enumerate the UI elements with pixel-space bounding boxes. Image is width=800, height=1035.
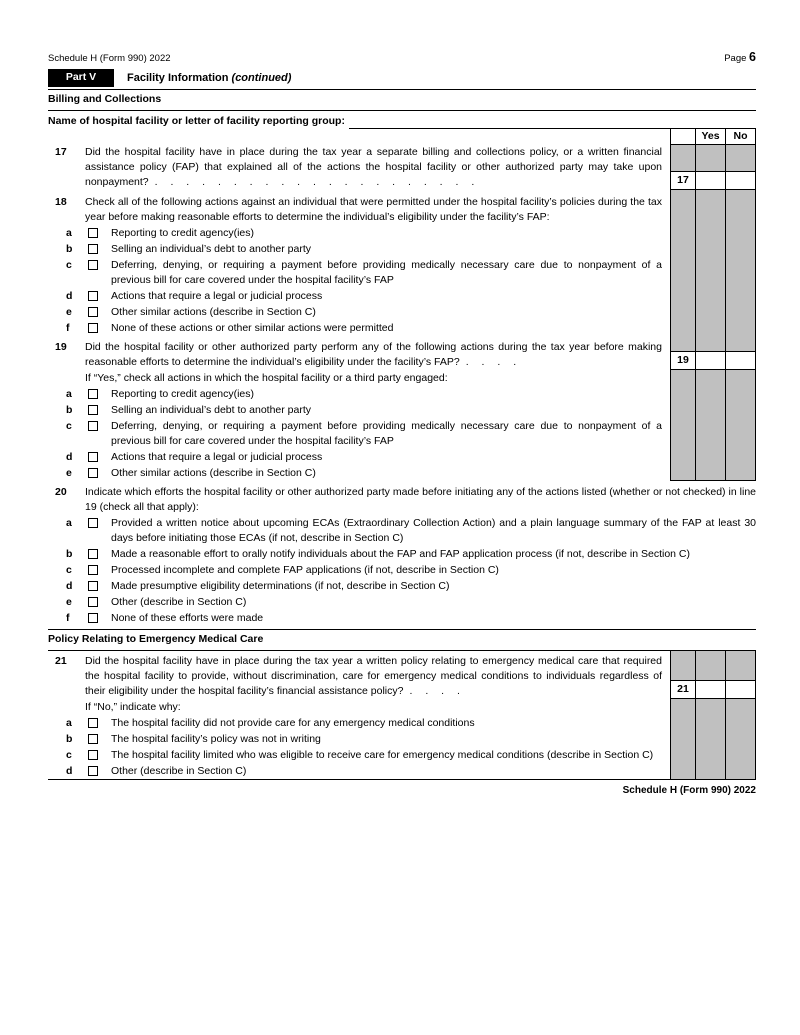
question-18-number: 18 bbox=[55, 196, 67, 208]
line-20e bbox=[48, 595, 756, 610]
line-19b bbox=[48, 403, 662, 418]
shaded-cell bbox=[725, 190, 756, 336]
shaded-cell bbox=[670, 651, 695, 680]
question-17-no-cell[interactable] bbox=[725, 171, 756, 190]
item-letter: f bbox=[66, 322, 70, 334]
question-17-row bbox=[48, 145, 756, 190]
question-20-text-area bbox=[48, 481, 756, 626]
line-21c bbox=[48, 748, 662, 763]
item-letter: e bbox=[66, 467, 72, 479]
question-19-no-cell[interactable] bbox=[725, 351, 756, 370]
item-label: Made presumptive eligibility determinations (if not, describe in Section C) bbox=[111, 580, 450, 592]
checkbox-18b[interactable] bbox=[88, 244, 98, 254]
line-19e bbox=[48, 466, 662, 481]
question-17-body: Did the hospital facility have in place during the tax year a separate billing and collections policy, or a written financial assistance policy (FAP) that explained all of the actions the hospital facility or other authorized party may take upon nonpayment? bbox=[85, 146, 662, 188]
question-17-answer-row bbox=[670, 171, 756, 190]
question-17-text bbox=[85, 145, 662, 190]
checkbox-21c[interactable] bbox=[88, 750, 98, 760]
question-17-answer-column bbox=[670, 145, 756, 190]
item-letter: e bbox=[66, 596, 72, 608]
question-17-line-number-cell: 17 bbox=[670, 171, 695, 190]
item-letter: c bbox=[66, 420, 72, 432]
checkbox-20d[interactable] bbox=[88, 581, 98, 591]
part-label: Part V bbox=[48, 69, 114, 87]
shaded-area bbox=[670, 145, 756, 171]
item-letter: b bbox=[66, 243, 73, 255]
page-indicator bbox=[724, 50, 756, 66]
item-letter: b bbox=[66, 548, 73, 560]
page-number: 6 bbox=[749, 50, 756, 64]
checkbox-21d[interactable] bbox=[88, 766, 98, 776]
question-18-text: Check all of the following actions against an individual that were permitted under the hospital facility’s policies during the tax year before making reasonable efforts to determine the individual’s eligibility under the facility’s FAP: bbox=[85, 196, 662, 223]
question-21-no-cell[interactable] bbox=[725, 680, 756, 699]
checkbox-18a[interactable] bbox=[88, 228, 98, 238]
line-18c bbox=[48, 258, 662, 288]
shaded-cell bbox=[695, 370, 725, 481]
line-18b bbox=[48, 242, 662, 257]
line-20a bbox=[48, 516, 756, 546]
line-20f bbox=[48, 611, 756, 626]
item-label: The hospital facility limited who was eligible to receive care for emergency medical conditions (describe in Section C) bbox=[111, 749, 654, 761]
item-letter: e bbox=[66, 306, 72, 318]
question-19-if-yes: If “Yes,” check all actions in which the hospital facility or a third party engaged: bbox=[85, 372, 448, 384]
checkbox-20b[interactable] bbox=[88, 549, 98, 559]
question-21-body: Did the hospital facility have in place during the tax year a written policy relating to emergency medical care that required the hospital facility to provide, without discrimination, care for emergency medical conditions to individuals regardless of their eligibility under the hospital facility’s financial assistance policy? bbox=[85, 655, 662, 697]
shaded-area bbox=[670, 370, 756, 481]
checkbox-20c[interactable] bbox=[88, 565, 98, 575]
line-21a bbox=[48, 716, 662, 731]
question-21-answer-row bbox=[670, 680, 756, 699]
shaded-area bbox=[670, 699, 756, 779]
question-21-yes-cell[interactable] bbox=[695, 680, 725, 699]
question-21-answer-column bbox=[670, 651, 756, 699]
shaded-cell bbox=[670, 370, 695, 481]
question-21-sub-answer-column bbox=[670, 699, 756, 779]
checkbox-21b[interactable] bbox=[88, 734, 98, 744]
item-label: Made a reasonable effort to orally notify individuals about the FAP and FAP application process (if not, describe in Section C) bbox=[111, 548, 691, 560]
dot-leaders: . . . . bbox=[409, 685, 465, 697]
item-letter: a bbox=[66, 388, 72, 400]
line-18f bbox=[48, 321, 662, 336]
question-19-row bbox=[48, 336, 756, 370]
question-18-row bbox=[48, 190, 756, 336]
question-19-text bbox=[85, 340, 662, 370]
yes-column-header: Yes bbox=[695, 129, 725, 145]
item-letter: b bbox=[66, 404, 73, 416]
question-18-text-area bbox=[48, 190, 670, 336]
question-19-line-number-cell: 19 bbox=[670, 351, 695, 370]
no-column-header: No bbox=[725, 129, 756, 145]
item-letter: b bbox=[66, 733, 73, 745]
answer-columns-header bbox=[670, 129, 756, 145]
checkbox-21a[interactable] bbox=[88, 718, 98, 728]
checkbox-18f[interactable] bbox=[88, 323, 98, 333]
question-17-yes-cell[interactable] bbox=[695, 171, 725, 190]
question-19-body: Did the hospital facility or other authorized party perform any of the following actions during the tax year before making reasonable efforts to determine the individual’s eligibility under the facility’s FAP? bbox=[85, 341, 662, 368]
dot-leaders: . . . . . . . . . . . . . . . . . . . . . bbox=[154, 176, 480, 188]
checkbox-18c[interactable] bbox=[88, 260, 98, 270]
line-19c bbox=[48, 419, 662, 449]
shaded-cell bbox=[695, 190, 725, 336]
item-label: Provided a written notice about upcoming ECAs (Extraordinary Collection Action) and a plain language summary of the FAP at least 30 days before initiating those ECAs (if not, describe in Section C) bbox=[111, 517, 756, 544]
shaded-cell bbox=[695, 699, 725, 779]
question-20-number: 20 bbox=[55, 486, 67, 498]
question-19-number: 19 bbox=[55, 341, 67, 353]
item-letter: c bbox=[66, 564, 72, 576]
question-19-yes-cell[interactable] bbox=[695, 351, 725, 370]
checkbox-19a[interactable] bbox=[88, 389, 98, 399]
checkbox-20a[interactable] bbox=[88, 518, 98, 528]
question-21-text-area bbox=[48, 651, 670, 699]
item-label: None of these actions or other similar actions were permitted bbox=[111, 322, 394, 334]
item-letter: d bbox=[66, 765, 73, 777]
page-footer: Schedule H (Form 990) 2022 bbox=[622, 785, 756, 796]
item-label: Other similar actions (describe in Section C) bbox=[111, 467, 316, 479]
shaded-area bbox=[670, 336, 756, 351]
shaded-area bbox=[670, 190, 756, 336]
shaded-cell bbox=[725, 651, 756, 680]
part-title-continued: (continued) bbox=[231, 71, 292, 84]
dot-leaders: . . . . bbox=[465, 356, 522, 368]
item-label: Reporting to credit agency(ies) bbox=[111, 227, 254, 239]
shaded-cell bbox=[695, 145, 725, 171]
question-17-number: 17 bbox=[55, 146, 67, 158]
item-label: Processed incomplete and complete FAP applications (if not, describe in Section C) bbox=[111, 564, 499, 576]
part-header-row bbox=[48, 69, 756, 90]
item-letter: f bbox=[66, 612, 70, 624]
checkbox-20e[interactable] bbox=[88, 597, 98, 607]
item-label: Deferring, denying, or requiring a payment before providing medically necessary care due to nonpayment of a previous bill for care covered under the hospital facility’s FAP bbox=[111, 259, 662, 286]
question-21-text bbox=[85, 654, 662, 699]
line-number-column-header bbox=[670, 129, 695, 145]
form-content bbox=[48, 50, 756, 798]
question-17-text-area bbox=[48, 145, 670, 190]
part-title bbox=[127, 71, 291, 86]
question-19-answer-column bbox=[670, 336, 756, 370]
question-21-subitems-area bbox=[48, 699, 670, 779]
checkbox-18d[interactable] bbox=[88, 291, 98, 301]
shaded-area bbox=[670, 651, 756, 680]
line-19a bbox=[48, 387, 662, 402]
question-21-subitems-row bbox=[48, 699, 756, 779]
item-label: The hospital facility did not provide care for any emergency medical conditions bbox=[111, 717, 475, 729]
page-header bbox=[48, 50, 756, 66]
question-21-row bbox=[48, 651, 756, 699]
line-18a bbox=[48, 226, 662, 241]
question-19-answer-row bbox=[670, 351, 756, 370]
item-label: None of these efforts were made bbox=[111, 612, 264, 624]
shaded-cell bbox=[670, 336, 695, 351]
item-label: Reporting to credit agency(ies) bbox=[111, 388, 254, 400]
item-letter: d bbox=[66, 580, 73, 592]
question-table bbox=[48, 129, 756, 780]
question-18-answer-column bbox=[670, 190, 756, 336]
yes-no-header-row bbox=[48, 129, 756, 145]
checkbox-19c[interactable] bbox=[88, 421, 98, 431]
shaded-cell bbox=[670, 699, 695, 779]
shaded-cell bbox=[670, 190, 695, 336]
shaded-cell bbox=[695, 651, 725, 680]
line-20c bbox=[48, 563, 756, 578]
item-letter: a bbox=[66, 227, 72, 239]
checkbox-18e[interactable] bbox=[88, 307, 98, 317]
facility-name-label: Name of hospital facility or letter of facility reporting group: bbox=[48, 115, 345, 127]
shaded-cell bbox=[695, 336, 725, 351]
checkbox-20f[interactable] bbox=[88, 613, 98, 623]
item-letter: a bbox=[66, 717, 72, 729]
facility-name-row bbox=[48, 111, 756, 129]
line-20d bbox=[48, 579, 756, 594]
item-letter: a bbox=[66, 517, 72, 529]
header-spacer bbox=[48, 129, 670, 145]
question-20-text: Indicate which efforts the hospital facility or other authorized party made before initiating any of the actions listed (whether or not checked) in line 19 (check all that apply): bbox=[85, 486, 756, 513]
line-20b bbox=[48, 547, 756, 562]
item-label: Selling an individual’s debt to another party bbox=[111, 243, 312, 255]
schedule-title: Schedule H (Form 990) 2022 bbox=[48, 53, 171, 64]
checkbox-19b[interactable] bbox=[88, 405, 98, 415]
line-21b bbox=[48, 732, 662, 747]
checkbox-19e[interactable] bbox=[88, 468, 98, 478]
line-18d bbox=[48, 289, 662, 304]
shaded-cell bbox=[670, 145, 695, 171]
question-19-subitems-row bbox=[48, 370, 756, 481]
line-19d bbox=[48, 450, 662, 465]
item-label: Other (describe in Section C) bbox=[111, 596, 247, 608]
page-label: Page bbox=[724, 53, 747, 64]
shaded-cell bbox=[725, 699, 756, 779]
line-18e bbox=[48, 305, 662, 320]
shaded-cell bbox=[725, 370, 756, 481]
question-19-text-area bbox=[48, 336, 670, 370]
item-label: Selling an individual’s debt to another party bbox=[111, 404, 312, 416]
item-label: Actions that require a legal or judicial process bbox=[111, 290, 323, 302]
question-20-row bbox=[48, 481, 756, 626]
facility-name-input[interactable] bbox=[349, 114, 756, 129]
item-letter: d bbox=[66, 290, 73, 302]
item-letter: c bbox=[66, 749, 72, 761]
question-19-subitems-area bbox=[48, 370, 670, 481]
part-title-text: Facility Information bbox=[127, 71, 229, 84]
question-21-line-number-cell: 21 bbox=[670, 680, 695, 699]
shaded-cell bbox=[725, 145, 756, 171]
item-label: Actions that require a legal or judicial process bbox=[111, 451, 323, 463]
line-21d bbox=[48, 764, 662, 779]
item-label: Other (describe in Section C) bbox=[111, 765, 247, 777]
section-header-billing: Billing and Collections bbox=[48, 90, 756, 111]
checkbox-19d[interactable] bbox=[88, 452, 98, 462]
question-21-number: 21 bbox=[55, 655, 67, 667]
item-label: Other similar actions (describe in Section C) bbox=[111, 306, 316, 318]
section-header-emergency: Policy Relating to Emergency Medical Care bbox=[48, 629, 756, 651]
item-label: The hospital facility’s policy was not in writing bbox=[111, 733, 321, 745]
item-letter: c bbox=[66, 259, 72, 271]
shaded-cell bbox=[725, 336, 756, 351]
item-letter: d bbox=[66, 451, 73, 463]
question-21-if-no: If “No,” indicate why: bbox=[85, 701, 181, 713]
item-label: Deferring, denying, or requiring a payment before providing medically necessary care due to nonpayment of a previous bill for care covered under the hospital facility’s FAP bbox=[111, 420, 662, 447]
question-19-sub-answer-column bbox=[670, 370, 756, 481]
